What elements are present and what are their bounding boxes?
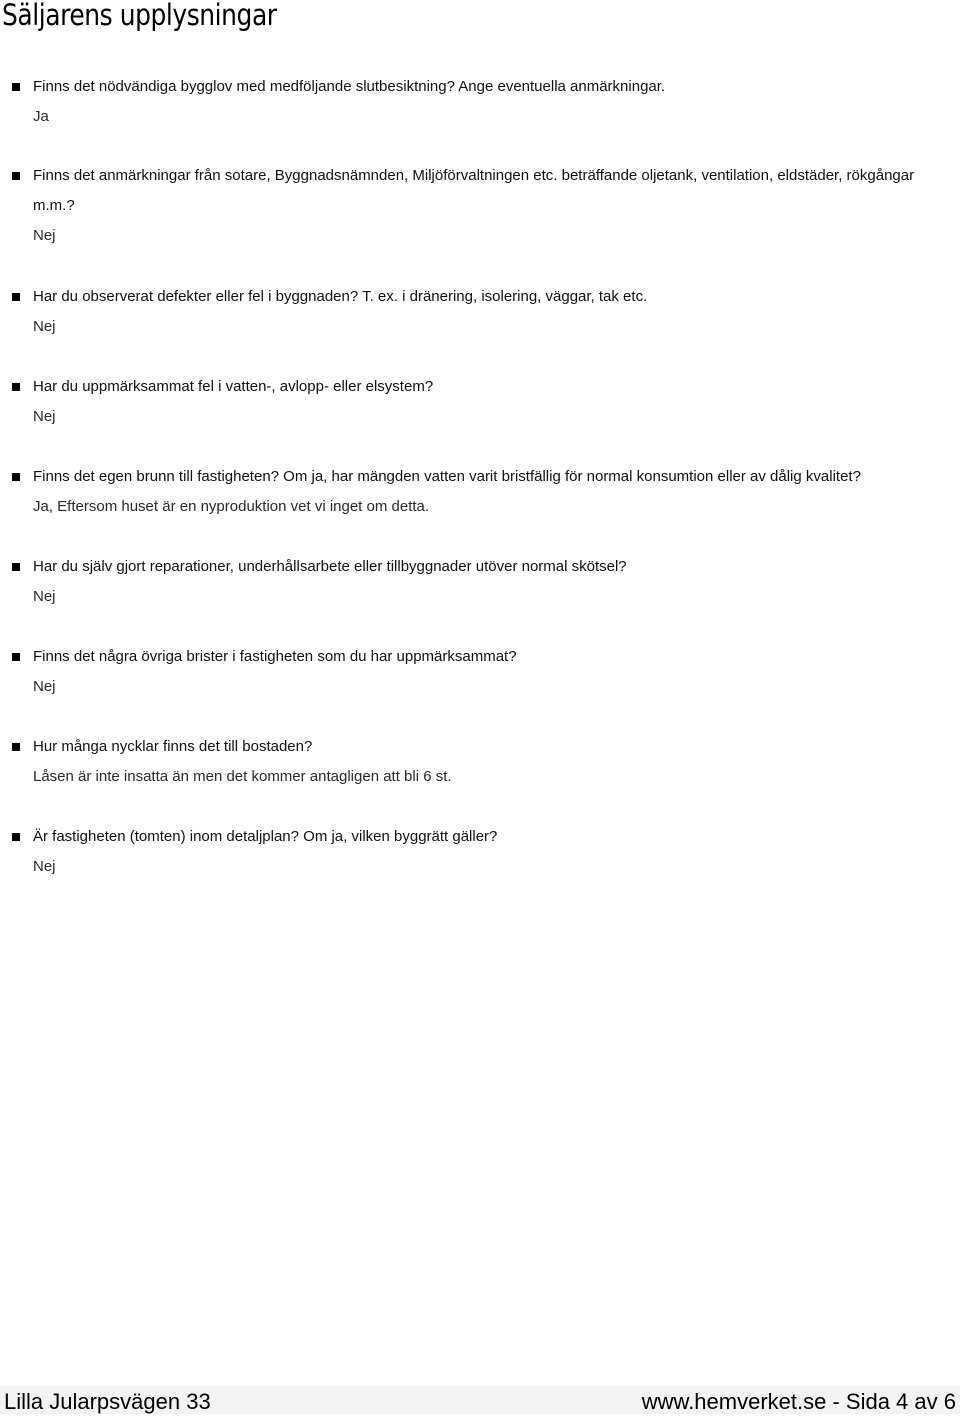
qa-item xyxy=(0,372,960,432)
footer-site-page: www.hemverket.se - Sida 4 av 6 xyxy=(641,1389,956,1414)
answer: Nej xyxy=(33,858,56,875)
qa-item xyxy=(0,732,960,792)
answer: Låsen är inte insatta än men det kommer antagligen att bli 6 st. xyxy=(33,768,452,785)
question: Finns det anmärkningar från sotare, Byggnadsnämnden, Miljöförvaltningen etc. beträffande oljetank, ventilation, eldstäder, rökgångar m.m.? xyxy=(0,161,960,221)
qa-item xyxy=(0,642,960,702)
question: Har du uppmärksammat fel i vatten-, avlopp- eller elsystem? xyxy=(0,372,960,402)
footer-address: Lilla Jularpsvägen 33 xyxy=(4,1389,211,1414)
answer: Nej xyxy=(33,678,56,695)
qa-item xyxy=(0,552,960,612)
question: Har du själv gjort reparationer, underhållsarbete eller tillbyggnader utöver normal skötsel? xyxy=(0,552,960,582)
answer: Nej xyxy=(33,318,56,335)
question: Finns det nödvändiga bygglov med medföljande slutbesiktning? Ange eventuella anmärkningar. xyxy=(0,72,960,102)
bullet-icon xyxy=(12,83,20,91)
question: Är fastigheten (tomten) inom detaljplan? Om ja, vilken byggrätt gäller? xyxy=(0,822,960,852)
answer: Nej xyxy=(33,227,56,244)
bullet-icon xyxy=(12,172,20,180)
question: Finns det egen brunn till fastigheten? Om ja, har mängden vatten varit bristfällig för normal konsumtion eller av dålig kvalitet? xyxy=(0,462,960,492)
bullet-icon xyxy=(12,293,20,301)
answer: Nej xyxy=(33,408,56,425)
answer: Ja, Eftersom huset är en nyproduktion vet vi inget om detta. xyxy=(33,498,430,515)
bullet-icon xyxy=(12,563,20,571)
qa-item xyxy=(0,72,960,132)
qa-item xyxy=(0,462,960,522)
bullet-icon xyxy=(12,743,20,751)
question: Hur många nycklar finns det till bostaden? xyxy=(0,732,960,762)
answer: Ja xyxy=(33,108,49,125)
page-title: Säljarens upplysningar xyxy=(2,0,277,32)
bullet-icon xyxy=(12,473,20,481)
question: Finns det några övriga brister i fastigheten som du har uppmärksammat? xyxy=(0,642,960,672)
question: Har du observerat defekter eller fel i byggnaden? T. ex. i dränering, isolering, väggar, tak etc. xyxy=(0,282,960,312)
bullet-icon xyxy=(12,383,20,391)
qa-item xyxy=(0,282,960,342)
bullet-icon xyxy=(12,833,20,841)
answer: Nej xyxy=(33,588,56,605)
qa-item xyxy=(0,161,960,251)
bullet-icon xyxy=(12,653,20,661)
qa-item xyxy=(0,822,960,882)
